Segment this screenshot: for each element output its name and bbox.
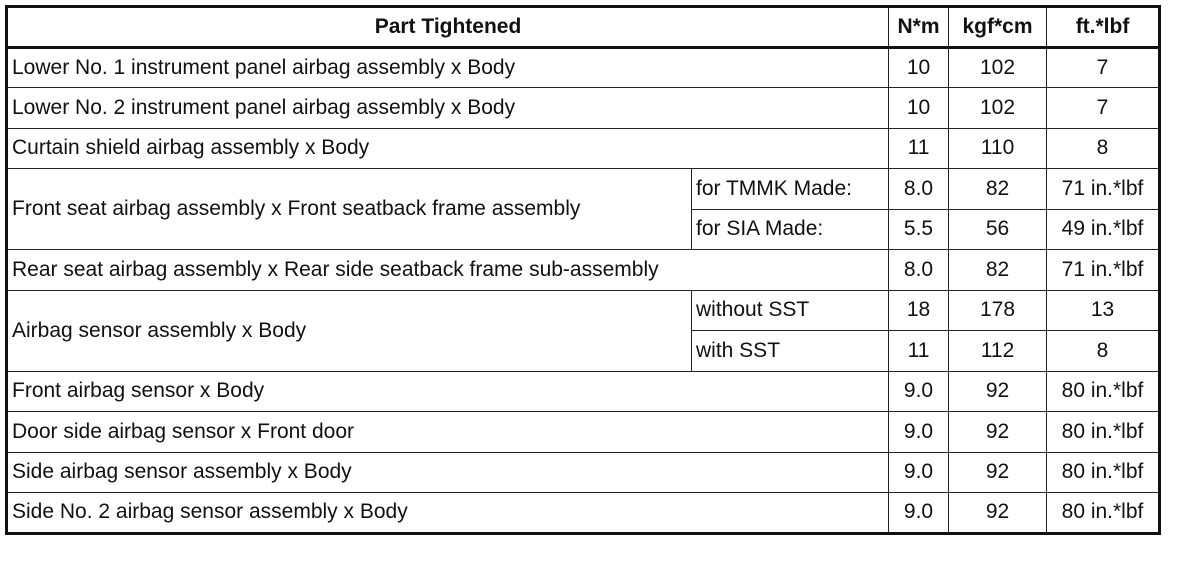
part-cell: Door side airbag sensor x Front door [7, 412, 889, 453]
part-cell: Front seat airbag assembly x Front seatback frame assembly [7, 169, 692, 250]
table-row [7, 250, 1160, 291]
table-row [7, 371, 1160, 412]
table-row [7, 169, 1160, 210]
kgf-cell: 92 [949, 371, 1047, 412]
nm-cell: 18 [889, 290, 949, 331]
table-row [7, 47, 1160, 88]
nm-cell: 9.0 [889, 371, 949, 412]
ft-cell: 80 in.*lbf [1047, 452, 1160, 493]
ft-cell: 13 [1047, 290, 1160, 331]
ft-cell: 7 [1047, 88, 1160, 129]
nm-cell: 9.0 [889, 412, 949, 453]
table-row [7, 412, 1160, 453]
ft-cell: 80 in.*lbf [1047, 412, 1160, 453]
condition-cell: without SST [692, 290, 889, 331]
torque-spec-table [5, 5, 1161, 535]
header-part-tightened: Part Tightened [7, 7, 889, 48]
table-row [7, 88, 1160, 129]
condition-cell: for SIA Made: [692, 209, 889, 250]
part-cell: Curtain shield airbag assembly x Body [7, 128, 889, 169]
ft-cell: 80 in.*lbf [1047, 371, 1160, 412]
part-cell: Front airbag sensor x Body [7, 371, 889, 412]
table-row [7, 452, 1160, 493]
nm-cell: 10 [889, 47, 949, 88]
condition-cell: for TMMK Made: [692, 169, 889, 210]
header-row [7, 7, 1160, 48]
header-kgf-cm: kgf*cm [949, 7, 1047, 48]
condition-cell: with SST [692, 331, 889, 372]
part-cell: Lower No. 1 instrument panel airbag assembly x Body [7, 47, 889, 88]
table-row [7, 290, 1160, 331]
kgf-cell: 102 [949, 47, 1047, 88]
ft-cell: 8 [1047, 128, 1160, 169]
ft-cell: 71 in.*lbf [1047, 169, 1160, 210]
kgf-cell: 92 [949, 452, 1047, 493]
kgf-cell: 82 [949, 169, 1047, 210]
part-cell: Side airbag sensor assembly x Body [7, 452, 889, 493]
table-row [7, 493, 1160, 534]
ft-cell: 49 in.*lbf [1047, 209, 1160, 250]
nm-cell: 9.0 [889, 452, 949, 493]
header-ft-lbf: ft.*lbf [1047, 7, 1160, 48]
nm-cell: 10 [889, 88, 949, 129]
nm-cell: 8.0 [889, 250, 949, 291]
header-nm: N*m [889, 7, 949, 48]
part-cell: Rear seat airbag assembly x Rear side seatback frame sub-assembly [7, 250, 889, 291]
kgf-cell: 92 [949, 493, 1047, 534]
nm-cell: 5.5 [889, 209, 949, 250]
part-cell: Side No. 2 airbag sensor assembly x Body [7, 493, 889, 534]
kgf-cell: 112 [949, 331, 1047, 372]
nm-cell: 11 [889, 128, 949, 169]
nm-cell: 8.0 [889, 169, 949, 210]
kgf-cell: 178 [949, 290, 1047, 331]
table-row [7, 128, 1160, 169]
kgf-cell: 110 [949, 128, 1047, 169]
part-cell: Airbag sensor assembly x Body [7, 290, 692, 371]
kgf-cell: 82 [949, 250, 1047, 291]
kgf-cell: 102 [949, 88, 1047, 129]
ft-cell: 8 [1047, 331, 1160, 372]
nm-cell: 11 [889, 331, 949, 372]
nm-cell: 9.0 [889, 493, 949, 534]
ft-cell: 7 [1047, 47, 1160, 88]
ft-cell: 80 in.*lbf [1047, 493, 1160, 534]
kgf-cell: 56 [949, 209, 1047, 250]
ft-cell: 71 in.*lbf [1047, 250, 1160, 291]
part-cell: Lower No. 2 instrument panel airbag assembly x Body [7, 88, 889, 129]
kgf-cell: 92 [949, 412, 1047, 453]
